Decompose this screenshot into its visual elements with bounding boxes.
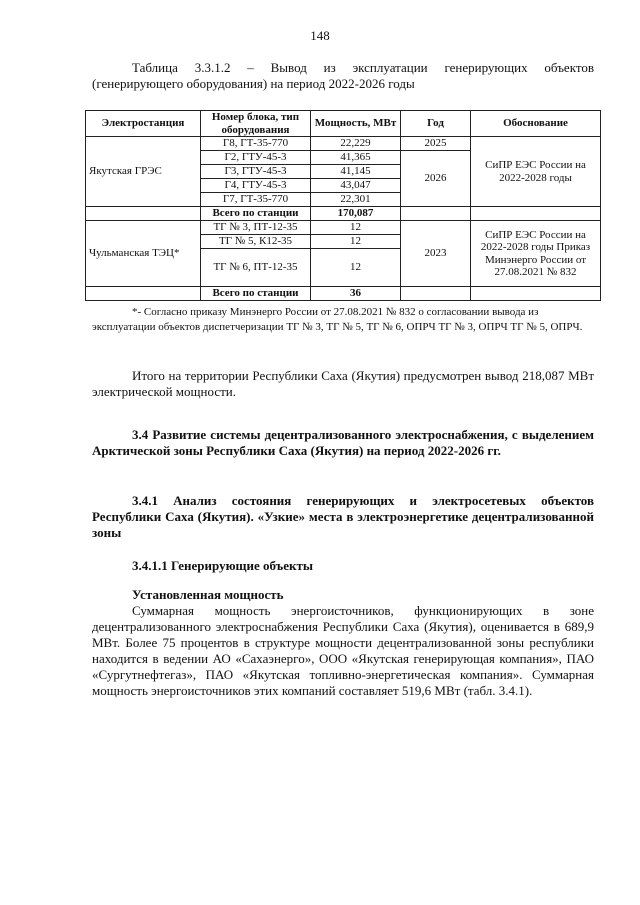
subheading-installed-capacity: Установленная мощность (132, 587, 284, 602)
header-year: Год (401, 111, 471, 137)
capacity-cell: 43,047 (311, 179, 401, 193)
unit-cell: Г4, ГТУ-45-3 (201, 179, 311, 193)
table-row (86, 137, 601, 151)
empty-cell (471, 287, 601, 301)
capacity-cell: 22,301 (311, 193, 401, 207)
total-value: 36 (311, 287, 401, 301)
header-station: Электростанция (86, 111, 201, 137)
year-cell: 2023 (401, 221, 471, 287)
section-heading-3-4-1: 3.4.1 Анализ состояния генерирующих и электросетевых объектов Республики Саха (Якутия). «Узкие» места в электроэнергетике децентрализованной зоны (92, 493, 594, 540)
page-number: 148 (310, 28, 330, 43)
section-heading-3-4-1-1: 3.4.1.1 Генерирующие объекты (132, 558, 314, 573)
caption-line-2: (генерирующего оборудования) на период 2022-2026 годы (92, 76, 415, 91)
station-name: Чульманская ТЭЦ* (86, 221, 201, 287)
empty-cell (471, 207, 601, 221)
caption-line-1: Таблица 3.3.1.2 – Вывод из эксплуатации генерирующих объектов (132, 60, 594, 75)
table-row (86, 221, 601, 235)
unit-cell: Г8, ГТ-35-770 (201, 137, 311, 151)
unit-cell: Г2, ГТУ-45-3 (201, 151, 311, 165)
capacity-cell: 41,365 (311, 151, 401, 165)
capacity-cell: 41,145 (311, 165, 401, 179)
body-paragraph: Суммарная мощность энергоисточников, функционирующих в зоне децентрализованного электроснабжения Республики Саха (Якутия), оценивается в 689,9 МВт. Более 75 процентов в структуре мощности децентрализованной зоны республики находится в ведении АО «Сахаэнерго», ООО «Якутская генерирующая компания», ПАО «Сургутнефтегаз», ПАО «Якутская топливно-энергетическая компания». Суммарная мощность энергоисточников этих компаний составляет 519,6 МВт (табл. 3.4.1). (92, 603, 594, 698)
table-caption (92, 60, 594, 92)
unit-cell: ТГ № 6, ПТ-12-35 (201, 249, 311, 287)
table-footnote (92, 305, 594, 335)
total-label: Всего по станции (201, 287, 311, 301)
empty-cell (86, 287, 201, 301)
section-heading-3-4: 3.4 Развитие системы децентрализованного электроснабжения, с выделением Арктической зоны Республики Саха (Якутия) на период 2022-2026 гг. (92, 427, 594, 458)
header-capacity: Мощность, МВт (311, 111, 401, 137)
total-row (86, 207, 601, 221)
unit-cell: ТГ № 5, К12-35 (201, 235, 311, 249)
empty-cell (401, 207, 471, 221)
table-header-row (86, 111, 601, 137)
unit-cell: ТГ № 3, ПТ-12-35 (201, 221, 311, 235)
capacity-cell: 12 (311, 221, 401, 235)
summary-paragraph: Итого на территории Республики Саха (Якутия) предусмотрен вывод 218,087 МВт электрической мощности. (92, 368, 594, 399)
year-cell: 2025 (401, 137, 471, 151)
unit-cell: Г3, ГТУ-45-3 (201, 165, 311, 179)
empty-cell (86, 207, 201, 221)
total-label: Всего по станции (201, 207, 311, 221)
footnote-line-1: *- Согласно приказу Минэнерго России от 27.08.2021 № 832 о согласовании вывода из (132, 306, 539, 318)
total-row (86, 287, 601, 301)
capacity-cell: 22,229 (311, 137, 401, 151)
empty-cell (401, 287, 471, 301)
reason-cell: СиПР ЕЭС России на 2022-2028 годы (471, 137, 601, 207)
header-reason: Обоснование (471, 111, 601, 137)
unit-cell: Г7, ГТ-35-770 (201, 193, 311, 207)
footnote-rest: эксплуатации объектов диспетчеризации ТГ № 3, ТГ № 5, ТГ № 6, ОПРЧ ТГ № 3, ОПРЧ ТГ № 5, ОПРЧ. (92, 321, 583, 333)
station-name: Якутская ГРЭС (86, 137, 201, 207)
header-unit: Номер блока, тип оборудования (201, 111, 311, 137)
decommissioning-table (85, 110, 601, 301)
reason-cell: СиПР ЕЭС России на 2022-2028 годы Приказ Минэнерго России от 27.08.2021 № 832 (471, 221, 601, 287)
capacity-cell: 12 (311, 235, 401, 249)
year-cell: 2026 (401, 151, 471, 207)
total-value: 170,087 (311, 207, 401, 221)
capacity-cell: 12 (311, 249, 401, 287)
